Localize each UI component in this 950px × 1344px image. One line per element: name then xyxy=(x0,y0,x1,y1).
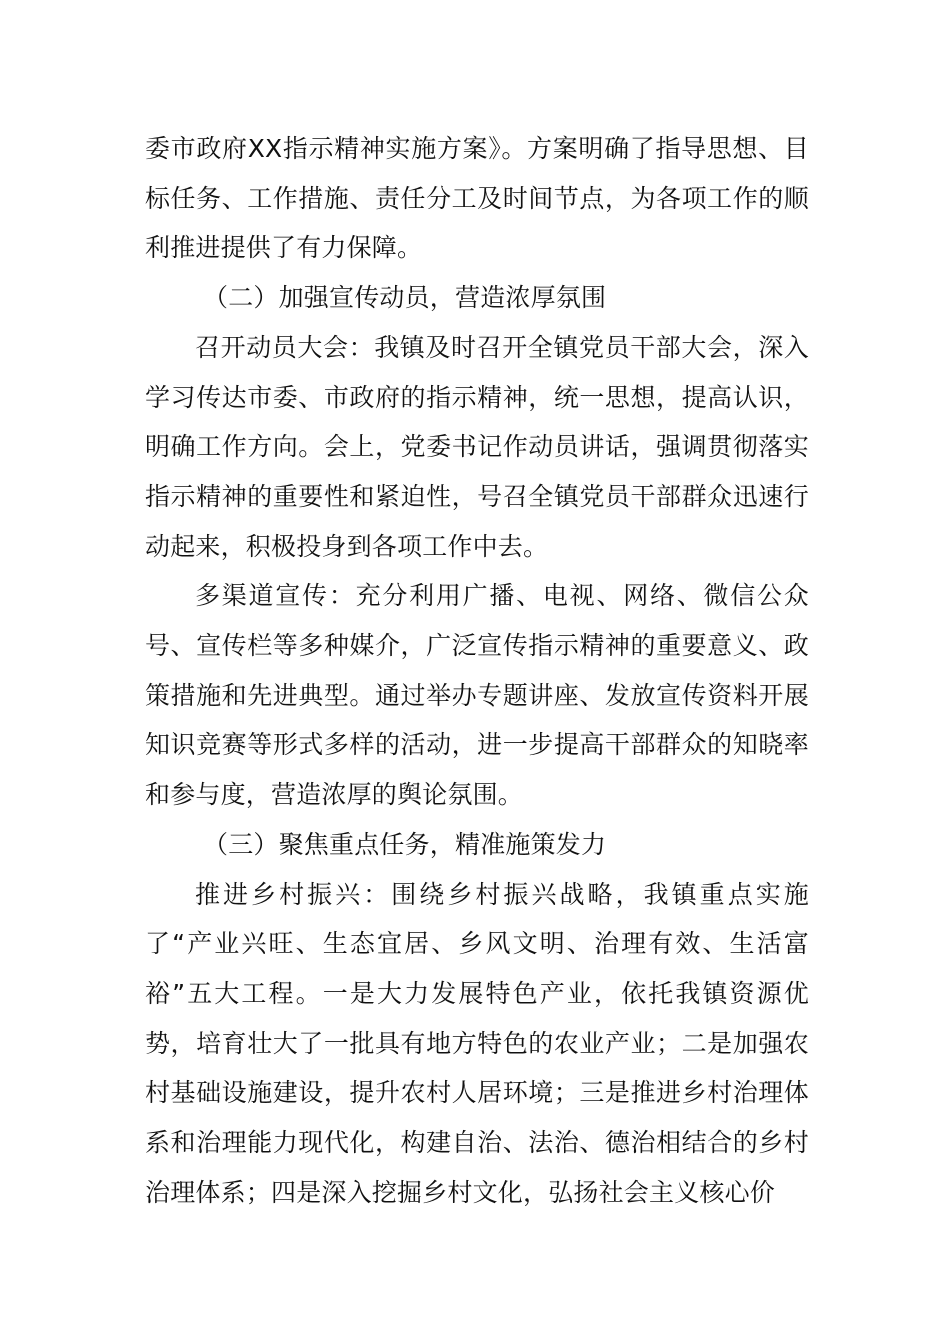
paragraph-mobilization-meeting: 召开动员大会：我镇及时召开全镇党员干部大会，深入学习传达市委、市政府的指示精神，统一思想，提高认识，明确工作方向。会上，党委书记作动员讲话，强调贯彻落实指示精神的重要性和紧迫性，号召全镇党员干部群众迅速行动起来，积极投身到各项工作中去。 xyxy=(145,332,809,561)
paragraph-rural-revitalization: 推进乡村振兴：围绕乡村振兴战略，我镇重点实施了“产业兴旺、生态宜居、乡风文明、治理有效、生活富裕”五大工程。一是大力发展特色产业，依托我镇资源优势，培育壮大了一批具有地方特色的农业产业；二是加强农村基础设施建设，提升农村人居环境；三是推进乡村治理体系和治理能力现代化，构建自治、法治、德治相结合的乡村治理体系；四是深入挖掘乡村文化，弘扬社会主义核心价 xyxy=(145,879,809,1207)
section-heading-2: （二）加强宣传动员，营造浓厚氛围 xyxy=(203,283,607,313)
document-body xyxy=(145,124,809,1217)
section-heading-3: （三）聚焦重点任务，精准施策发力 xyxy=(203,829,607,859)
paragraph-multichannel-publicity: 多渠道宣传：充分利用广播、电视、网络、微信公众号、宣传栏等多种媒介，广泛宣传指示精神的重要意义、政策措施和先进典型。通过举办专题讲座、发放宣传资料开展知识竞赛等形式多样的活动，进一步提高干部群众的知晓率和参与度，营造浓厚的舆论氛围。 xyxy=(145,581,809,810)
paragraph-continued: 委市政府XX指示精神实施方案》。方案明确了指导思想、目标任务、工作措施、责任分工及时间节点，为各项工作的顺利推进提供了有力保障。 xyxy=(145,134,809,263)
